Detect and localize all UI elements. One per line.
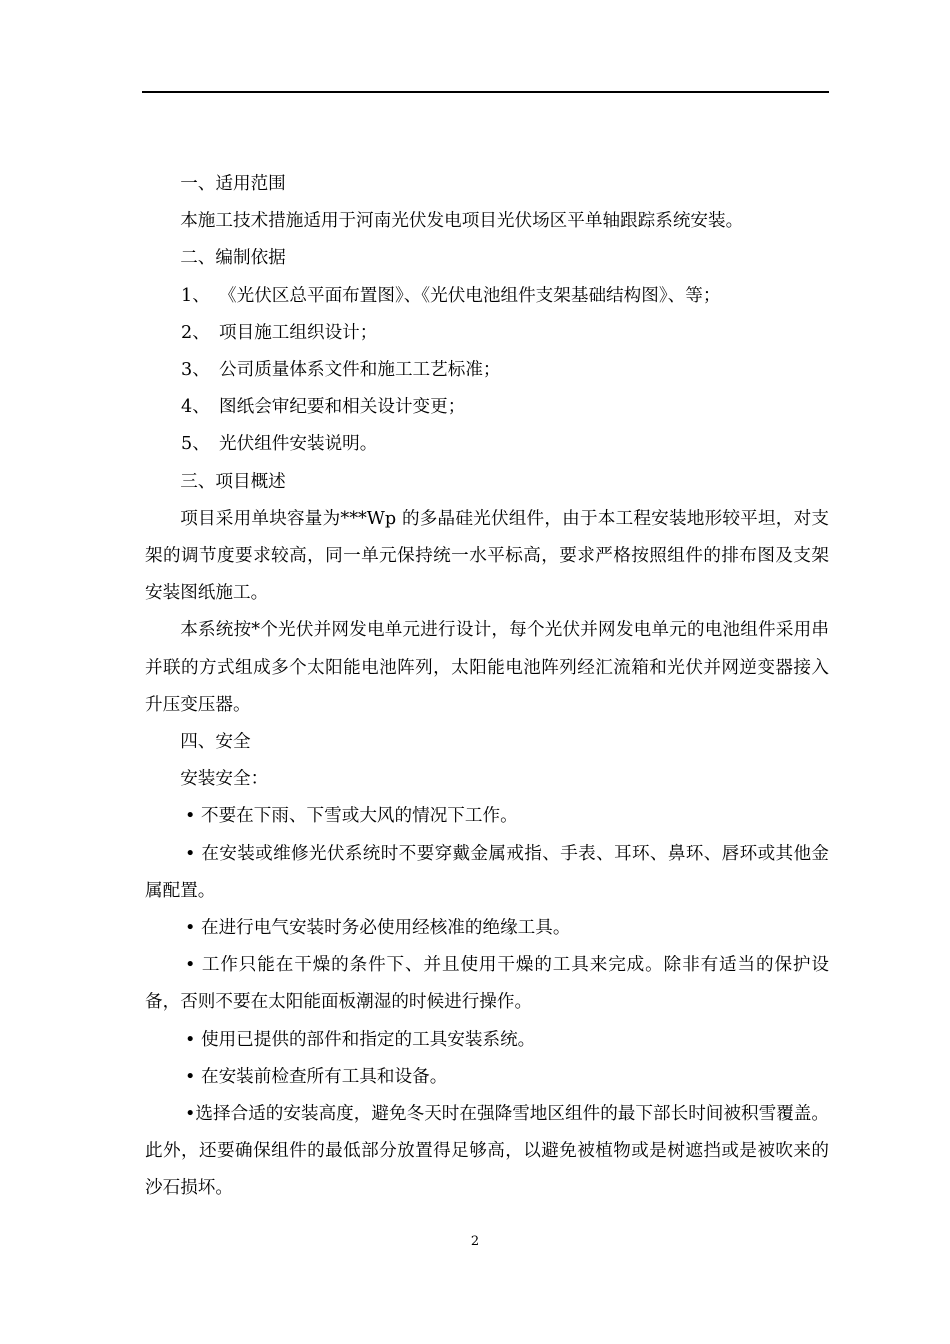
bullet-item: • 不要在下雨、下雪或大风的情况下工作。 xyxy=(185,806,518,827)
list-item-number: 5、 xyxy=(181,434,210,455)
list-item xyxy=(145,315,829,352)
bullet-item: • 在安装前检查所有工具和设备。 xyxy=(185,1066,448,1087)
list-item-text: 公司质量体系文件和施工工艺标准； xyxy=(219,360,501,381)
list-item xyxy=(145,352,829,389)
bullet-item: • 在进行电气安装时务必使用经核准的绝缘工具。 xyxy=(185,918,571,939)
header-rule xyxy=(142,91,829,93)
section-2-title: 二、编制依据 xyxy=(180,248,286,269)
list-item-text: 项目施工组织设计； xyxy=(219,322,378,343)
list-item-text: 《光伏区总平面布置图》、《光伏电池组件支架基础结构图》、等； xyxy=(219,285,721,306)
section-1-title: 一、适用范围 xyxy=(180,174,286,194)
section-4-title: 四、安全 xyxy=(180,732,251,753)
section-3-title: 三、项目概述 xyxy=(180,471,286,492)
list-item-number: 2、 xyxy=(181,322,210,343)
section-3-paragraph-2: 本系统按*个光伏并网发电单元进行设计，每个光伏并网发电单元的电池组件采用串并联的方式组成多个太阳能电池阵列，太阳能电池阵列经汇流箱和光伏并网逆变器接入升压变压器。 xyxy=(145,620,829,715)
bullet-item: • 工作只能在干燥的条件下、并且使用干燥的工具来完成。除非有适当的保护设备，否则不要在太阳能面板潮湿的时候进行操作。 xyxy=(145,955,829,1013)
bullet-item: • 使用已提供的部件和指定的工具安装系统。 xyxy=(185,1029,536,1050)
section-3-paragraph-1: 项目采用单块容量为***Wp 的多晶硅光伏组件，由于本工程安装地形较平坦，对支架的调节度要求较高，同一单元保持统一水平标高，要求严格按照组件的排布图及支架安装图纸施工。 xyxy=(145,508,829,604)
list-item xyxy=(145,389,829,426)
list-item-number: 3、 xyxy=(181,360,210,381)
list-item xyxy=(145,426,829,463)
section-1-body: 本施工技术措施适用于河南光伏发电项目光伏场区平单轴跟踪系统安装。 xyxy=(180,211,744,232)
bullet-item: •选择合适的安装高度，避免冬天时在强降雪地区组件的最下部长时间被积雪覆盖。此外，还要确保组件的最低部分放置得足够高，以避免被植物或是树遮挡或是被吹来的沙石损坏。 xyxy=(145,1104,829,1199)
bullet-item: • 在安装或维修光伏系统时不要穿戴金属戒指、手表、耳环、鼻环、唇环或其他金属配置。 xyxy=(145,843,829,901)
list-item xyxy=(145,278,829,315)
page-number: 2 xyxy=(470,1234,480,1249)
list-item-number: 4、 xyxy=(181,397,210,418)
list-item-number: 1、 xyxy=(181,285,210,306)
list-item-text: 光伏组件安装说明。 xyxy=(219,434,378,455)
section-4-subtitle: 安装安全： xyxy=(180,769,269,790)
list-item-text: 图纸会审纪要和相关设计变更； xyxy=(219,397,466,418)
document-body xyxy=(145,166,829,1208)
